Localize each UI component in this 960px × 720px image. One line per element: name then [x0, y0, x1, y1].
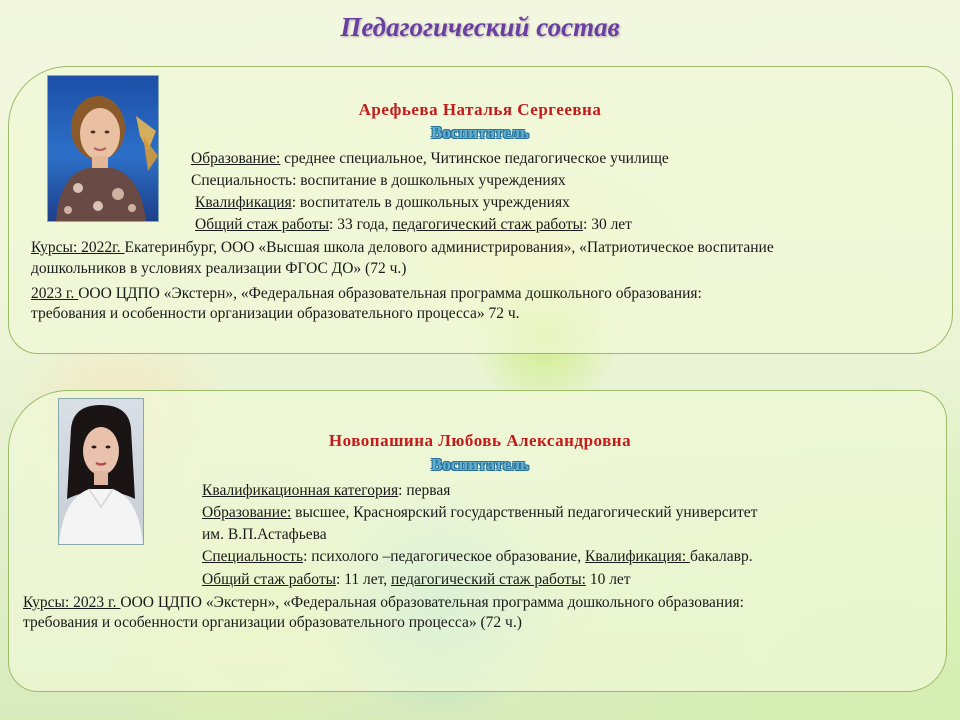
courses-1-label: Курсы: 2022г. [31, 239, 125, 256]
courses-2-line1: ООО ЦДПО «Экстерн», «Федеральная образовательная программа дошкольного образования: [78, 285, 702, 302]
category-label: Квалификационная категория [202, 482, 399, 499]
specialty-label: Специальность [202, 548, 304, 565]
qualification-label: Квалификация: [585, 548, 690, 565]
courses-1-line1: Екатеринбург, ООО «Высшая школа делового администрирования», «Патриотическое воспитание [124, 239, 774, 256]
education-value: среднее специальное, Читинское педагогическое училище [280, 150, 669, 167]
qualification-value: : воспитатель в дошкольных учреждениях [291, 194, 570, 211]
courses-2-label: 2023 г. [31, 285, 79, 302]
ped-exp-label: педагогический стаж работы: [391, 571, 586, 588]
teacher-1-experience [195, 215, 632, 235]
teacher-1-education [191, 149, 669, 169]
total-exp-label: Общий стаж работы [202, 571, 337, 588]
teacher-2-courses [23, 593, 744, 613]
teacher-1-name: Арефьева Наталья Сергеевна [358, 100, 602, 119]
ped-exp-value: : 30 лет [583, 216, 632, 233]
teacher-2-category [202, 481, 450, 501]
portrait-image [48, 76, 158, 221]
teacher-1-specialty: Специальность: воспитание в дошкольных учреждениях [191, 172, 566, 189]
ped-exp-label: педагогический стаж работы [392, 216, 584, 233]
teacher-2-education [202, 503, 757, 523]
category-value: : первая [398, 482, 451, 499]
qualification-value: бакалавр. [689, 548, 753, 565]
qualification-label: Квалификация [195, 194, 292, 211]
teacher-1-courses-1-cont: дошкольников в условиях реализации ФГОС ДО» (72 ч.) [31, 260, 407, 277]
total-exp-value: : 11 лет, [336, 571, 392, 588]
teacher-2-experience [202, 570, 631, 590]
ped-exp-value: 10 лет [585, 571, 631, 588]
total-exp-label: Общий стаж работы [195, 216, 330, 233]
education-label: Образование: [191, 150, 281, 167]
teacher-1-courses-1 [31, 238, 774, 258]
teacher-1-courses-2-cont: требования и особенности организации образовательного процесса» 72 ч. [31, 305, 520, 322]
teacher-photo-1 [47, 75, 159, 222]
teacher-2-courses-cont: требования и особенности организации образовательного процесса» (72 ч.) [23, 614, 522, 631]
courses-line1: ООО ЦДПО «Экстерн», «Федеральная образовательная программа дошкольного образования: [120, 594, 744, 611]
teacher-1-qualification [195, 193, 570, 213]
teacher-2-name: Новопашина Любовь Александровна [328, 431, 632, 450]
slide-title: Педагогический состав [340, 12, 620, 42]
teacher-1-courses-2 [31, 284, 702, 304]
teacher-1-role: Воспитатель [430, 123, 529, 142]
total-exp-value: : 33 года, [329, 216, 393, 233]
specialty-value: : психолого –педагогическое образование, [303, 548, 586, 565]
teacher-2-role: Воспитатель [430, 455, 529, 474]
teacher-2-education-cont: им. В.П.Астафьева [202, 526, 327, 543]
teacher-2-specialty [202, 547, 753, 567]
education-label: Образование: [202, 504, 292, 521]
education-value: высшее, Красноярский государственный педагогический университет [291, 504, 758, 521]
courses-label: Курсы: 2023 г. [23, 594, 121, 611]
